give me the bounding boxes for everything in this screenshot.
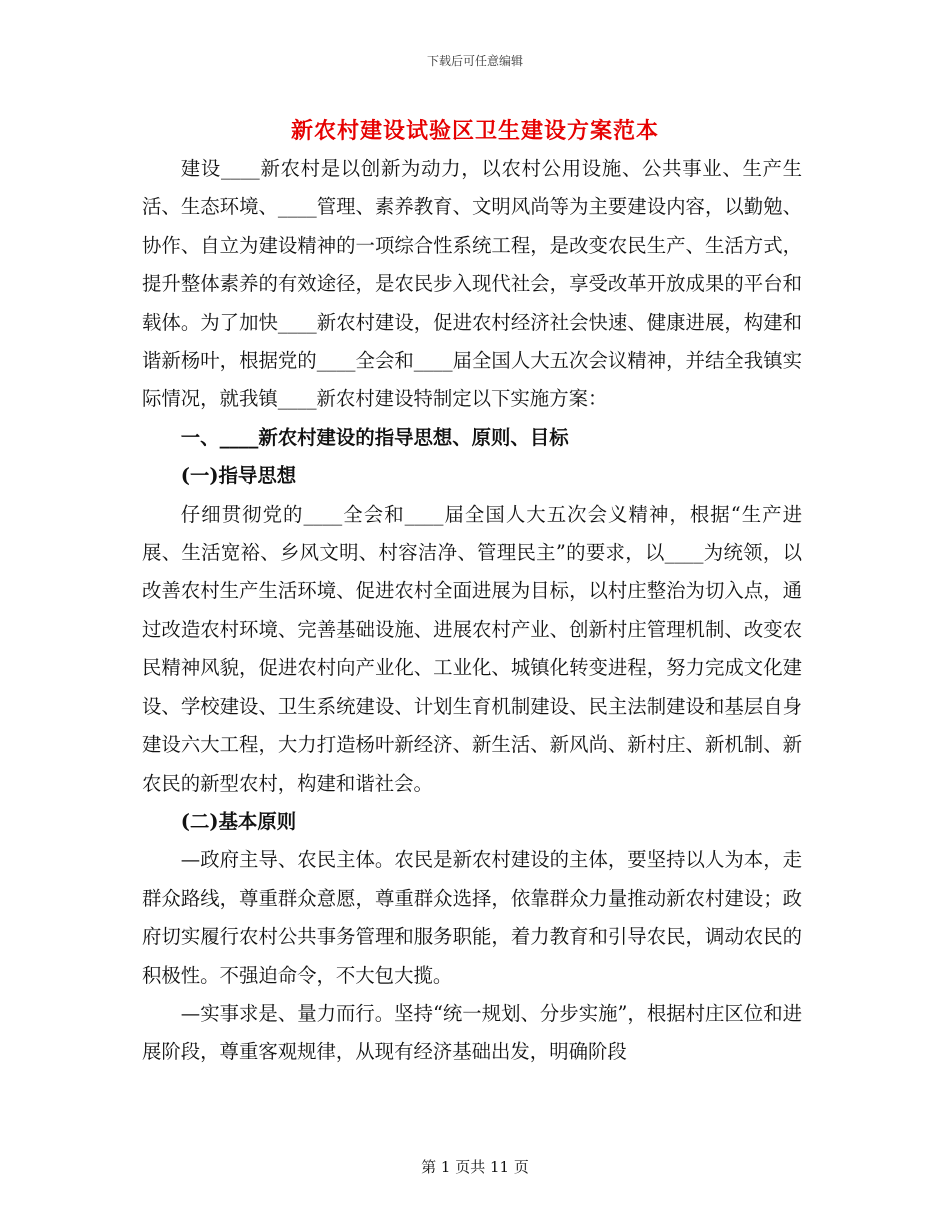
principle-paragraph: —政府主导、农民主体。农民是新农村建设的主体，要坚持以人为本，走群众路线，尊重群众意愿，尊重群众选择，依靠群众力量推动新农村建设；政府切实履行农村公共事务管理和服务职能，着力教育和引导农民，调动农民的积极性。不强迫命令，不大包大揽。 [142,848,802,987]
guiding-ideology-paragraph: 仔细贯彻党的____全会和____届全国人大五次会义精神，根据“生产进展、生活宽裕、乡风文明、村容洁净、管理民主”的要求，以____为统领，以改善农村生产生活环境、促进农村全面进展为目标，以村庄整治为切入点，通过改造农村环境、完善基础设施、进展农村产业、创新村庄管理机制、改变农民精神风貌，促进农村向产业化、工业化、城镇化转变进程，努力完成文化建设、学校建设、卫生系统建设、计划生育机制建设、民主法制建设和基层自身建设六大工程，大力打造杨叶新经济、新生活、新风尚、新村庄、新机制、新农民的新型农村，构建和谐社会。 [142,502,802,795]
page-number-footer: 第 1 页共 11 页 [421,1158,529,1176]
subsection-heading-basic-principles: (二)基本原则 [180,809,297,833]
intro-paragraph: 建设____新农村是以创新为动力，以农村公用设施、公共事业、生产生活、生态环境、____管理、素养教育、文明风尚等为主要建设内容，以勤勉、协作、自立为建设精神的一项综合性系统工程，是改变农民生产、生活方式，提升整体素养的有效途径，是农民步入现代社会，享受改革开放成果的平台和载体。为了加快____新农村建设，促进农村经济社会快速、健康进展，构建和谐新杨叶，根据党的____全会和____届全国人大五次会议精神，并结全我镇实际情况，就我镇____新农村建设特制定以下实施方案： [142,157,802,411]
document-body [142,150,802,1072]
document-title: 新农村建设试验区卫生建设方案范本 [290,118,659,144]
page-header-note: 下载后可任意编辑 [426,54,523,68]
section-heading: 一、____新农村建设的指导思想、原则、目标 [180,425,569,449]
subsection-heading-guiding-ideology: (一)指导思想 [180,464,297,488]
principle-paragraph: —实事求是、量力而行。坚持“统一规划、分步实施”，根据村庄区位和进展阶段，尊重客观规律，从现有经济基础出发，明确阶段 [142,1001,802,1064]
